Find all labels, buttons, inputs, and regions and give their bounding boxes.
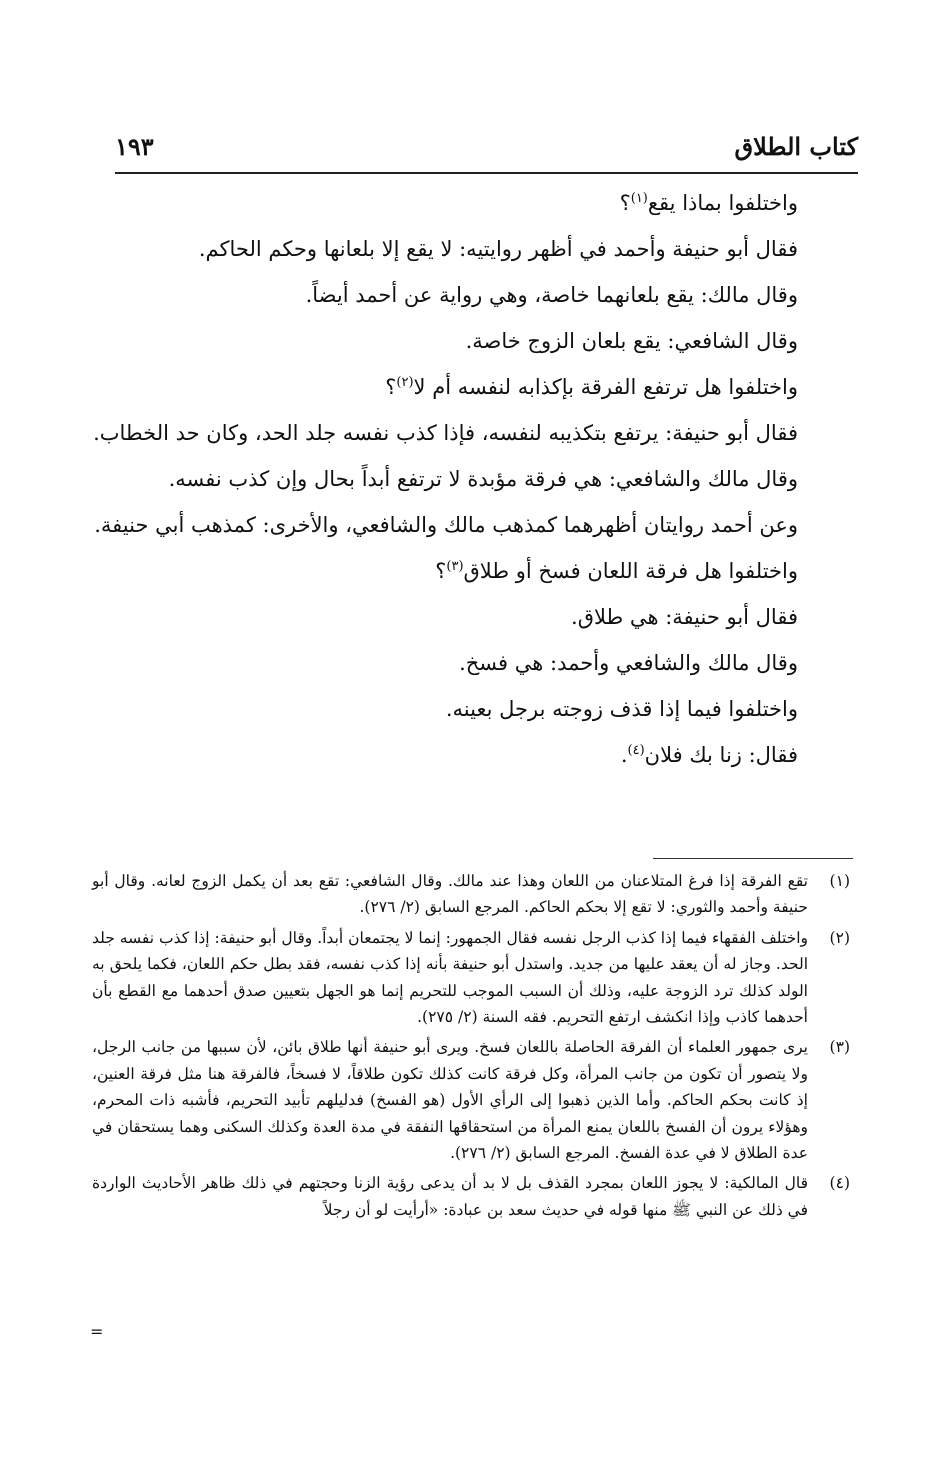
paragraph: واختلفوا هل ترتفع الفرقة بإكذابه لنفسه أم لا$^{(٢)}$؟ <box>385 375 798 399</box>
footnote-ref[interactable]: (٢) <box>396 375 414 390</box>
footnote-number: (١) <box>829 872 850 890</box>
footnote-number: (٣) <box>829 1038 850 1057</box>
paragraph: وقال الشافعي: يقع بلعان الزوج خاصة. <box>465 329 798 353</box>
footnote-separator <box>653 858 853 859</box>
footnote-ref[interactable]: (٤) <box>627 743 645 758</box>
footnotes <box>92 868 850 1227</box>
footnote <box>92 868 850 921</box>
running-header <box>115 128 858 174</box>
continuation-mark: = <box>90 1322 104 1341</box>
footnote-text: يرى جمهور العلماء أن الفرقة الحاصلة باللعان فسخ. ويرى أبو حنيفة أنها طلاق بائن، لأن سببها من جانب الرجل، ولا يتصور أن تكون من جانب المرأة، وكل فرقة كانت كذلك تكون طلاقاً، لا فسخاً، فالفرقة هنا مثل فرقة العنين، إذ كانت بحكم الحاكم. وأما الذين ذهبوا إلى الرأي الأول (هو الفسخ) فدليلهم تأبيد التحريم، فأشبه ذات المحرم، وهؤلاء يرون أن الفسخ باللعان يمنع المرأة من استحقاقها النفقة في مدة العدة وكذلك السكنى وهما يستحقان في عدة الطلاق لا في عدة الفسخ. المرجع السابق (٢/ ٢٧٦). <box>92 1038 808 1163</box>
paragraph: وعن أحمد روايتان أظهرهما كمذهب مالك والشافعي، والأخرى: كمذهب أبي حنيفة. <box>94 513 798 537</box>
page-number: ١٩٣ <box>115 132 154 161</box>
footnote-number: (٤) <box>829 1174 850 1193</box>
footnote-number: (٢) <box>829 928 850 947</box>
footnote-text: واختلف الفقهاء فيما إذا كذب الرجل نفسه فقال الجمهور: إنما لا يجتمعان أبداً. وقال أبو حنيفة: إذا كذب نفسه جلد الحد. وجاز له أن يعقد عليها من جديد. واستدل أبو حنيفة بأنه إذا كذب نفسه، فقد بطل حكم اللعان، فكما يلحق به الولد كذلك ترد الزوجة عليه، وذلك أن السبب الموجب للتحريم إنما هو الجهل بتعيين صدق أحدهما مع القطع بأن أحدهما كاذب وإذا انكشف ارتفع التحريم. فقه السنة (٢/ ٢٧٥). <box>92 928 808 1027</box>
chapter-title: كتاب الطلاق <box>734 132 858 161</box>
paragraph: فقال أبو حنيفة وأحمد في أظهر روايتيه: لا يقع إلا بلعانها وحكم الحاكم. <box>198 237 798 261</box>
paragraph: وقال مالك والشافعي: هي فرقة مؤبدة لا ترتفع أبداً بحال وإن كذب نفسه. <box>168 467 798 491</box>
footnote <box>92 1034 850 1166</box>
paragraph: واختلفوا بماذا يقع$^{(١)}$؟ <box>619 191 798 215</box>
paragraph: واختلفوا فيما إذا قذف زوجته برجل بعينه. <box>445 697 798 721</box>
footnote-text: قال المالكية: لا يجوز اللعان بمجرد القذف بل لا بد أن يدعى رؤية الزنا وحجتهم في ذلك ظاهر الأحاديث الواردة في ذلك عن النبي ﷺ منها قوله في حديث سعد بن عبادة: «أرأيت لو أن رجلاً <box>92 1174 808 1219</box>
footnote-ref[interactable]: (٣) <box>446 559 464 574</box>
footnote <box>92 925 850 1031</box>
paragraph: فقال أبو حنيفة: يرتفع بتكذيبه لنفسه، فإذا كذب نفسه جلد الحد، وكان حد الخطاب. <box>93 421 798 445</box>
main-text <box>90 180 848 778</box>
paragraph: فقال أبو حنيفة: هي طلاق. <box>571 605 798 629</box>
paragraph: وقال مالك: يقع بلعانهما خاصة، وهي رواية عن أحمد أيضاً. <box>305 283 798 307</box>
paragraph: وقال مالك والشافعي وأحمد: هي فسخ. <box>459 651 798 675</box>
paragraph: واختلفوا هل فرقة اللعان فسخ أو طلاق$^{(٣)}$؟ <box>435 559 798 583</box>
paragraph: فقال: زنا بك فلان$^{(٤)}$. <box>620 743 798 767</box>
footnote-text: تقع الفرقة إذا فرغ المتلاعنان من اللعان وهذا عند مالك. وقال الشافعي: تقع بعد أن يكمل الزوج لعانه. وقال أبو حنيفة وأحمد والثوري: لا تقع إلا بحكم الحاكم. المرجع السابق (٢/ ٢٧٦). <box>92 872 808 917</box>
footnote-ref[interactable]: (١) <box>630 191 648 206</box>
footnote <box>92 1170 850 1223</box>
